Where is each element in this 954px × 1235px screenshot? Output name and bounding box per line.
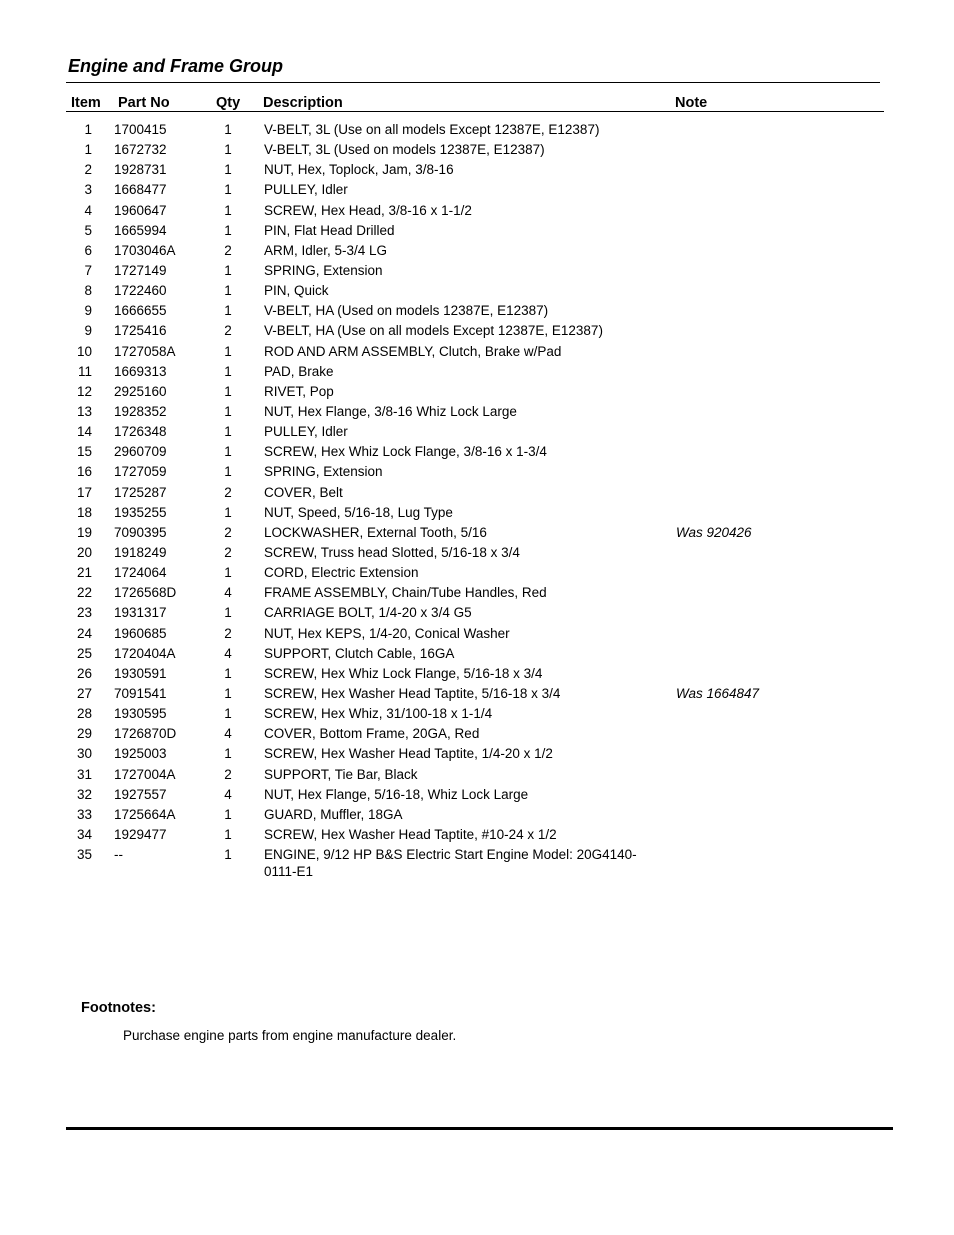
table-row: [0, 262, 954, 282]
quantity: 1: [224, 222, 232, 238]
quantity: 1: [224, 202, 232, 218]
quantity: 2: [224, 484, 232, 500]
quantity: 2: [224, 323, 232, 339]
quantity: 4: [224, 726, 232, 742]
table-row: [0, 846, 954, 884]
footnotes-heading: Footnotes:: [81, 1000, 156, 1016]
item-number: 5: [84, 222, 92, 238]
table-row: [0, 625, 954, 645]
description: V-BELT, HA (Used on models 12387E, E12387): [264, 303, 549, 319]
quantity: 1: [224, 806, 232, 822]
description: ROD AND ARM ASSEMBLY, Clutch, Brake w/Pad: [264, 343, 562, 359]
column-header-note: Note: [675, 95, 708, 111]
part-number: 1960685: [114, 625, 167, 641]
description: ENGINE, 9/12 HP B&S Electric Start Engine Model: 20G4140-0111-E1: [264, 847, 637, 880]
part-number: 1720404A: [114, 645, 176, 661]
quantity: 2: [224, 524, 232, 540]
item-number: 27: [76, 685, 92, 701]
part-number: 1665994: [114, 222, 167, 238]
quantity: 1: [224, 706, 232, 722]
item-number: 3: [84, 182, 92, 198]
page-title: Engine and Frame Group: [68, 56, 284, 76]
quantity: 1: [224, 162, 232, 178]
footer-divider: [66, 1127, 893, 1130]
description: SCREW, Hex Whiz Lock Flange, 3/8-16 x 1-3/4: [264, 444, 547, 460]
table-row: [0, 121, 954, 141]
table-row: [0, 181, 954, 201]
table-row: [0, 403, 954, 423]
description: CARRIAGE BOLT, 1/4-20 x 3/4 G5: [264, 605, 472, 621]
part-number: 1931317: [114, 605, 167, 621]
part-number: 1927557: [114, 786, 167, 802]
column-header-item: Item: [71, 95, 101, 111]
table-row: [0, 745, 954, 765]
title-divider: [66, 82, 880, 83]
quantity: 1: [224, 262, 232, 278]
quantity: 1: [224, 122, 232, 137]
description: RIVET, Pop: [264, 383, 334, 399]
note: Was 920426: [676, 524, 752, 540]
description: SCREW, Hex Head, 3/8-16 x 1-1/2: [264, 202, 472, 218]
item-number: 31: [76, 766, 92, 782]
description: NUT, Hex, Toplock, Jam, 3/8-16: [264, 162, 454, 178]
table-row: [0, 524, 954, 544]
description: V-BELT, 3L (Used on models 12387E, E12387): [264, 142, 545, 158]
part-number: 1725416: [114, 323, 167, 339]
table-row: [0, 645, 954, 665]
quantity: 1: [224, 424, 232, 440]
quantity: 2: [224, 766, 232, 782]
part-number: 1725664A: [114, 806, 176, 822]
part-number: 1929477: [114, 826, 167, 842]
table-row: [0, 161, 954, 181]
part-number: 1666655: [114, 303, 167, 319]
quantity: 2: [224, 625, 232, 641]
part-number: 1930595: [114, 706, 167, 722]
quantity: 1: [224, 605, 232, 621]
table-row: [0, 242, 954, 262]
table-row: [0, 141, 954, 161]
quantity: 1: [224, 826, 232, 842]
description: COVER, Bottom Frame, 20GA, Red: [264, 726, 480, 742]
description: CORD, Electric Extension: [264, 565, 419, 581]
description: COVER, Belt: [264, 484, 343, 500]
item-number: 21: [76, 565, 92, 581]
item-number: 1: [84, 122, 92, 137]
item-number: 10: [76, 343, 92, 359]
column-header-part-no: Part No: [118, 95, 170, 111]
description: SUPPORT, Clutch Cable, 16GA: [264, 645, 455, 661]
part-number: --: [114, 847, 123, 863]
table-row: [0, 806, 954, 826]
item-number: 9: [84, 303, 92, 319]
item-number: 14: [76, 424, 92, 440]
part-number: 1960647: [114, 202, 167, 218]
description: PAD, Brake: [264, 363, 334, 379]
quantity: 1: [224, 847, 232, 863]
part-number: 1928352: [114, 403, 167, 419]
quantity: 4: [224, 786, 232, 802]
table-row: [0, 786, 954, 806]
part-number: 2960709: [114, 444, 167, 460]
item-number: 17: [76, 484, 92, 500]
table-row: [0, 484, 954, 504]
part-number: 1726348: [114, 424, 167, 440]
table-row: [0, 343, 954, 363]
table-row: [0, 423, 954, 443]
item-number: 24: [76, 625, 92, 641]
description: SCREW, Hex Washer Head Taptite, 1/4-20 x 1/2: [264, 746, 553, 762]
table-row: [0, 322, 954, 342]
table-row: [0, 685, 954, 705]
table-row: [0, 222, 954, 242]
description: PIN, Quick: [264, 283, 329, 299]
item-number: 35: [76, 847, 92, 863]
part-number: 1669313: [114, 363, 167, 379]
description: SCREW, Truss head Slotted, 5/16-18 x 3/4: [264, 544, 520, 560]
item-number: 22: [76, 585, 92, 601]
item-number: 9: [84, 323, 92, 339]
quantity: 4: [224, 585, 232, 601]
quantity: 1: [224, 444, 232, 460]
column-header-qty: Qty: [216, 95, 241, 111]
quantity: 1: [224, 383, 232, 399]
part-number: 1672732: [114, 142, 167, 158]
item-number: 12: [76, 383, 92, 399]
quantity: 1: [224, 182, 232, 198]
part-number: 1935255: [114, 504, 167, 520]
quantity: 1: [224, 303, 232, 319]
quantity: 2: [224, 544, 232, 560]
quantity: 1: [224, 685, 232, 701]
item-number: 1: [84, 142, 92, 158]
table-row: [0, 363, 954, 383]
part-number: 1726568D: [114, 585, 177, 601]
item-number: 18: [76, 504, 92, 520]
table-row: [0, 604, 954, 624]
table-row: [0, 584, 954, 604]
quantity: 1: [224, 142, 232, 158]
item-number: 33: [76, 806, 92, 822]
part-number: 1925003: [114, 746, 167, 762]
description: SPRING, Extension: [264, 262, 383, 278]
quantity: 1: [224, 464, 232, 480]
description: SCREW, Hex Washer Head Taptite, #10-24 x 1/2: [264, 826, 557, 842]
description: GUARD, Muffler, 18GA: [264, 806, 403, 822]
description: ARM, Idler, 5-3/4 LG: [264, 242, 388, 258]
item-number: 4: [84, 202, 92, 218]
item-number: 2: [84, 162, 92, 178]
item-number: 6: [84, 242, 92, 258]
item-number: 29: [76, 726, 92, 742]
description: PIN, Flat Head Drilled: [264, 222, 395, 238]
description: V-BELT, HA (Use on all models Except 12387E, E12387): [264, 323, 603, 339]
footnote-text: Purchase engine parts from engine manufacture dealer.: [123, 1028, 457, 1043]
item-number: 30: [76, 746, 92, 762]
description: SPRING, Extension: [264, 464, 383, 480]
item-number: 23: [76, 605, 92, 621]
parts-table: [0, 121, 954, 884]
description: LOCKWASHER, External Tooth, 5/16: [264, 524, 487, 540]
item-number: 26: [76, 665, 92, 681]
part-number: 7091541: [114, 685, 167, 701]
part-number: 1918249: [114, 544, 167, 560]
quantity: 1: [224, 665, 232, 681]
item-number: 8: [84, 283, 92, 299]
description: SCREW, Hex Washer Head Taptite, 5/16-18 x 3/4: [264, 685, 561, 701]
quantity: 1: [224, 403, 232, 419]
item-number: 25: [76, 645, 92, 661]
part-number: 1700415: [114, 122, 167, 137]
part-number: 1722460: [114, 283, 167, 299]
table-row: [0, 544, 954, 564]
note: Was 1664847: [676, 685, 760, 701]
item-number: 32: [76, 786, 92, 802]
description: NUT, Speed, 5/16-18, Lug Type: [264, 504, 453, 520]
description: V-BELT, 3L (Use on all models Except 12387E, E12387): [264, 122, 600, 137]
description: NUT, Hex Flange, 3/8-16 Whiz Lock Large: [264, 403, 517, 419]
table-row: [0, 463, 954, 483]
part-number: 2925160: [114, 383, 167, 399]
table-row: [0, 826, 954, 846]
table-row: [0, 202, 954, 222]
item-number: 19: [76, 524, 92, 540]
item-number: 20: [76, 544, 92, 560]
item-number: 13: [76, 403, 92, 419]
part-number: 1668477: [114, 182, 167, 198]
table-row: [0, 705, 954, 725]
item-number: 11: [77, 363, 92, 379]
column-header-description: Description: [263, 95, 343, 111]
quantity: 1: [224, 343, 232, 359]
item-number: 28: [76, 706, 92, 722]
part-number: 1727149: [114, 262, 167, 278]
description: FRAME ASSEMBLY, Chain/Tube Handles, Red: [264, 585, 547, 601]
part-number: 1727004A: [114, 766, 176, 782]
part-number: 1726870D: [114, 726, 177, 742]
table-row: [0, 725, 954, 745]
description: PULLEY, Idler: [264, 182, 348, 198]
table-row: [0, 766, 954, 786]
table-row: [0, 383, 954, 403]
part-number: 1727059: [114, 464, 167, 480]
part-number: 7090395: [114, 524, 167, 540]
table-row: [0, 282, 954, 302]
description: PULLEY, Idler: [264, 424, 348, 440]
part-number: 1703046A: [114, 242, 176, 258]
quantity: 4: [224, 645, 232, 661]
item-number: 7: [84, 262, 92, 278]
item-number: 34: [76, 826, 92, 842]
description: NUT, Hex KEPS, 1/4-20, Conical Washer: [264, 625, 510, 641]
part-number: 1727058A: [114, 343, 176, 359]
table-row: [0, 564, 954, 584]
table-row: [0, 443, 954, 463]
quantity: 2: [224, 242, 232, 258]
part-number: 1724064: [114, 565, 167, 581]
description: SUPPORT, Tie Bar, Black: [264, 766, 418, 782]
table-row: [0, 302, 954, 322]
header-divider: [66, 111, 884, 112]
quantity: 1: [224, 565, 232, 581]
item-number: 16: [76, 464, 92, 480]
description: NUT, Hex Flange, 5/16-18, Whiz Lock Large: [264, 786, 529, 802]
table-row: [0, 665, 954, 685]
item-number: 15: [76, 444, 92, 460]
description: SCREW, Hex Whiz Lock Flange, 5/16-18 x 3/4: [264, 665, 543, 681]
quantity: 1: [224, 283, 232, 299]
part-number: 1928731: [114, 162, 167, 178]
part-number: 1930591: [114, 665, 167, 681]
quantity: 1: [224, 504, 232, 520]
table-row: [0, 504, 954, 524]
description: SCREW, Hex Whiz, 31/100-18 x 1-1/4: [264, 706, 493, 722]
quantity: 1: [224, 746, 232, 762]
quantity: 1: [224, 363, 232, 379]
part-number: 1725287: [114, 484, 167, 500]
